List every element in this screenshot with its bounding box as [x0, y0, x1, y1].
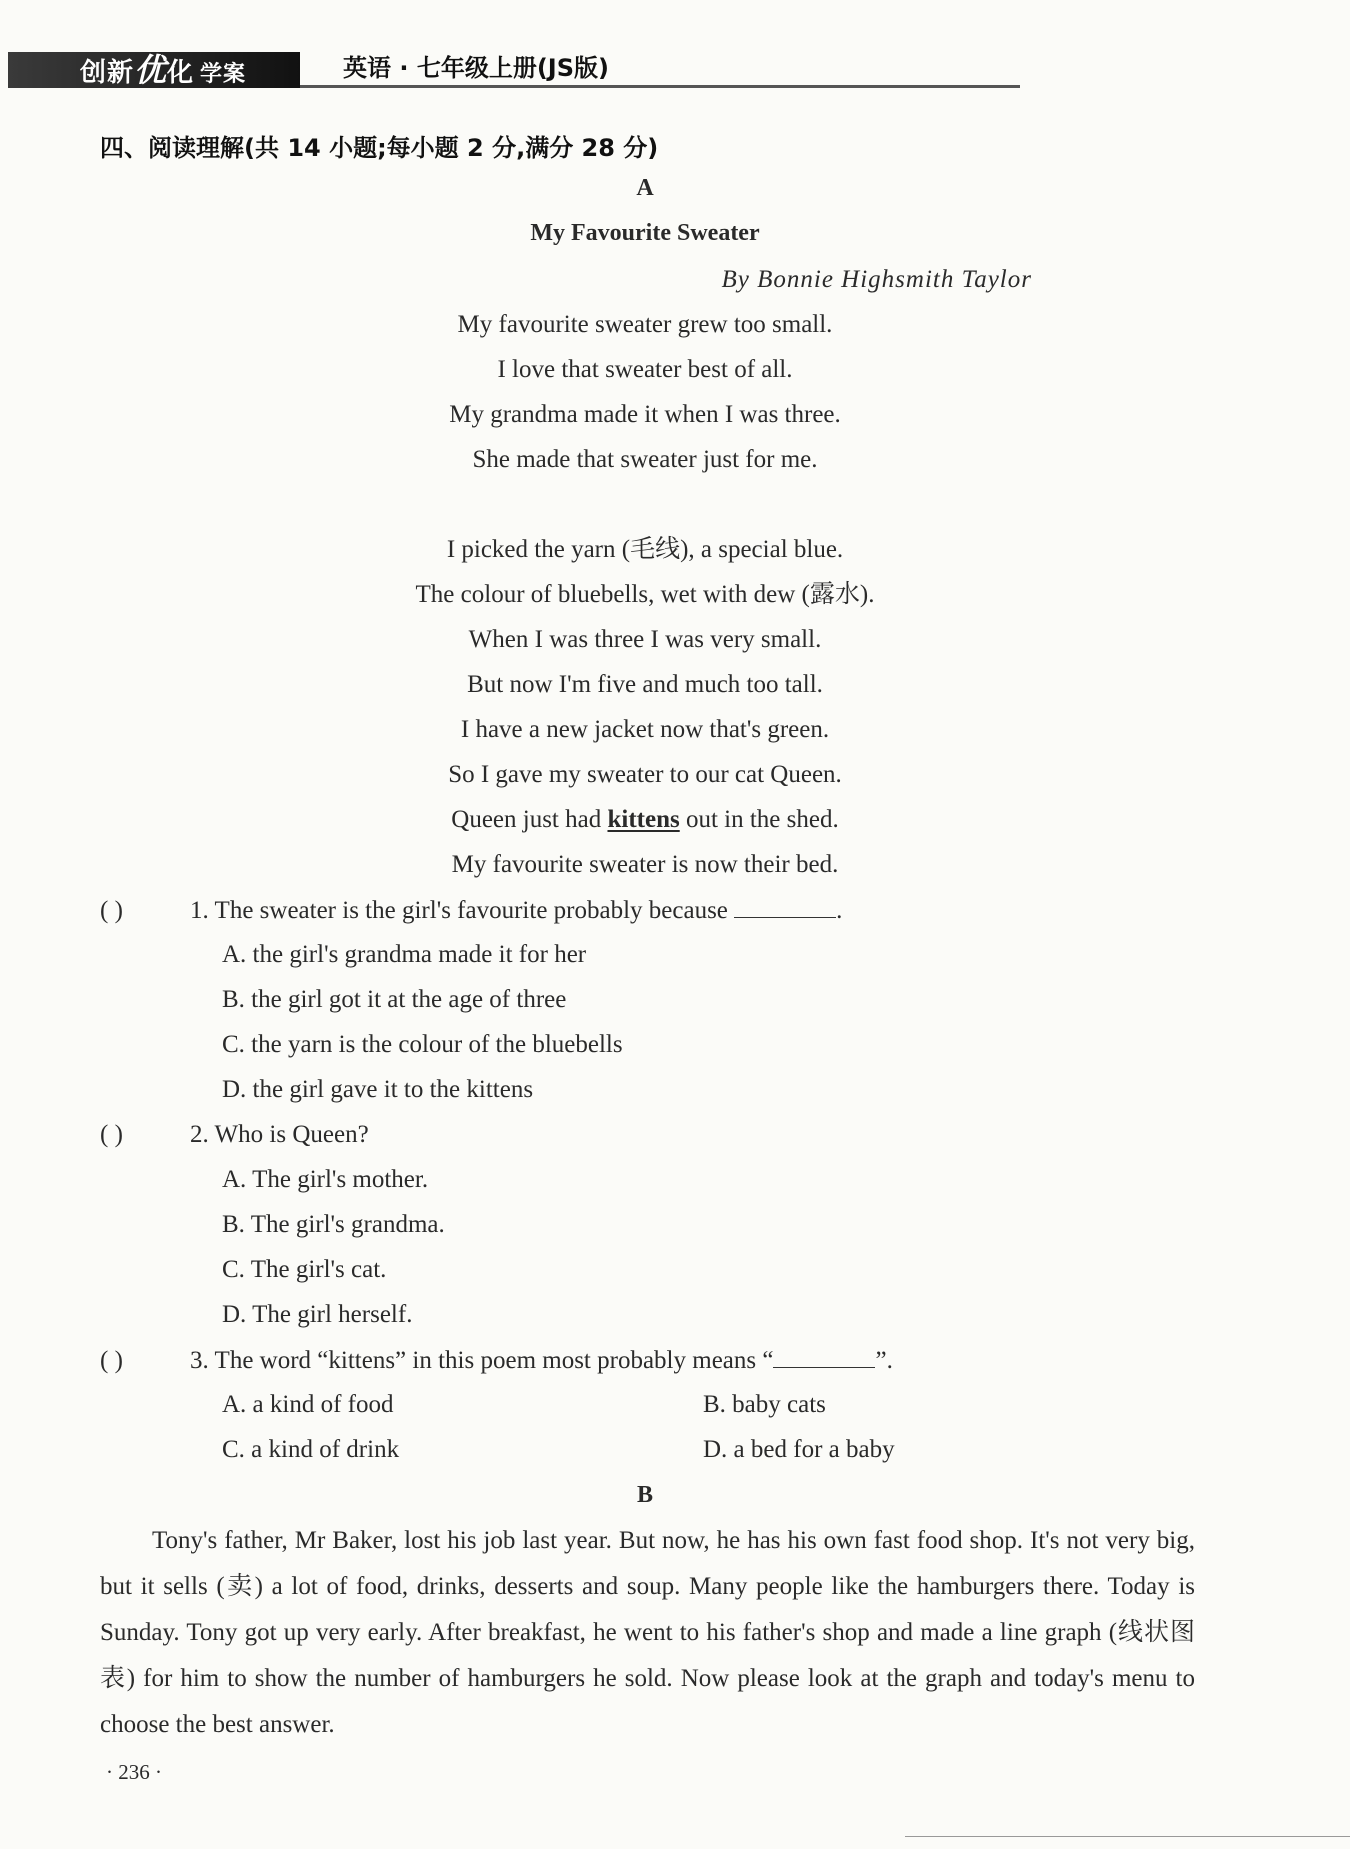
answer-blank[interactable] [734, 895, 836, 918]
option-d[interactable]: D. the girl gave it to the kittens [222, 1076, 534, 1103]
poem-line-part: Queen just had [451, 806, 608, 833]
passage-b-text: Tony's father, Mr Baker, lost his job last year. But now, he has his own fast food shop. It's not very big, but it sells (卖) a lot of food, drinks, desserts and soup. Many people like the hamburgers there. Today is Sunday. Tony got up very early. After breakfast, he went to his father's shop and made a line graph (线状图表) for him to show the number of hamburgers he sold. Now please look at the graph and today's menu to choose the best answer. [100, 1527, 1195, 1738]
poem-line: My favourite sweater grew too small. [457, 311, 833, 338]
passage-a-label: A [636, 175, 654, 201]
question-end: ”. [875, 1347, 893, 1374]
poem-line: My favourite sweater is now their bed. [451, 851, 839, 878]
question-2 [100, 1120, 369, 1150]
option-a[interactable]: A. a kind of food [222, 1391, 394, 1418]
poem-byline: By Bonnie Highsmith Taylor [721, 266, 1032, 293]
brand-text-2: 优 [134, 51, 168, 89]
option-c[interactable]: C. a kind of drink [222, 1436, 400, 1463]
brand-logo [8, 52, 300, 88]
option-c[interactable]: C. The girl's cat. [222, 1256, 387, 1283]
question-3 [100, 1345, 893, 1376]
option-a[interactable]: A. The girl's mother. [222, 1166, 429, 1193]
page-number: · 236 · [106, 1760, 162, 1784]
option-b[interactable]: B. the girl got it at the age of three [222, 986, 567, 1013]
question-end: . [836, 897, 843, 924]
answer-bracket[interactable]: ( ) [100, 1347, 123, 1374]
question-stem: 2. Who is Queen? [190, 1121, 369, 1148]
poem-line-part: out in the shed. [679, 806, 839, 833]
poem-line: My grandma made it when I was three. [449, 401, 841, 428]
poem-line: The colour of bluebells, wet with dew (露水). [415, 581, 875, 608]
question-1 [100, 895, 842, 926]
option-c[interactable]: C. the yarn is the colour of the bluebells [222, 1031, 623, 1058]
option-b[interactable]: B. baby cats [703, 1391, 826, 1418]
answer-bracket[interactable]: ( ) [100, 897, 123, 924]
passage-b-label: B [636, 1482, 653, 1508]
poem-title: My Favourite Sweater [530, 220, 760, 246]
question-stem: 1. The sweater is the girl's favourite probably because [190, 897, 728, 924]
question-stem: 3. The word “kittens” in this poem most probably means “ [190, 1347, 774, 1374]
keyword-kittens: kittens [607, 806, 680, 833]
option-d[interactable]: D. The girl herself. [222, 1301, 413, 1328]
section-heading: 四、阅读理解(共 14 小题;每小题 2 分,满分 28 分) [100, 134, 659, 162]
footer-divider [905, 1836, 1350, 1837]
poem-line-kittens [0, 805, 1290, 835]
option-b[interactable]: B. The girl's grandma. [222, 1211, 445, 1238]
answer-blank[interactable] [773, 1345, 875, 1368]
poem-line: She made that sweater just for me. [472, 446, 818, 473]
page-header [8, 50, 1018, 88]
poem-line: I love that sweater best of all. [497, 356, 793, 383]
poem-line: But now I'm five and much too tall. [467, 671, 823, 698]
header-divider [300, 85, 1020, 88]
poem-line: I picked the yarn (毛线), a special blue. [446, 536, 844, 563]
answer-bracket[interactable]: ( ) [100, 1121, 123, 1148]
poem-line: I have a new jacket now that's green. [460, 716, 830, 743]
poem-line: So I gave my sweater to our cat Queen. [448, 761, 842, 788]
option-a[interactable]: A. the girl's grandma made it for her [222, 941, 587, 968]
option-d[interactable]: D. a bed for a baby [703, 1436, 895, 1463]
book-subject: 英语 · 七年级上册(JS版) [343, 54, 609, 82]
brand-text-4: 学案 [200, 62, 247, 87]
poem-line: When I was three I was very small. [468, 626, 822, 653]
brand-text-3: 化 [167, 58, 195, 88]
brand-text-1: 创新 [80, 58, 135, 88]
